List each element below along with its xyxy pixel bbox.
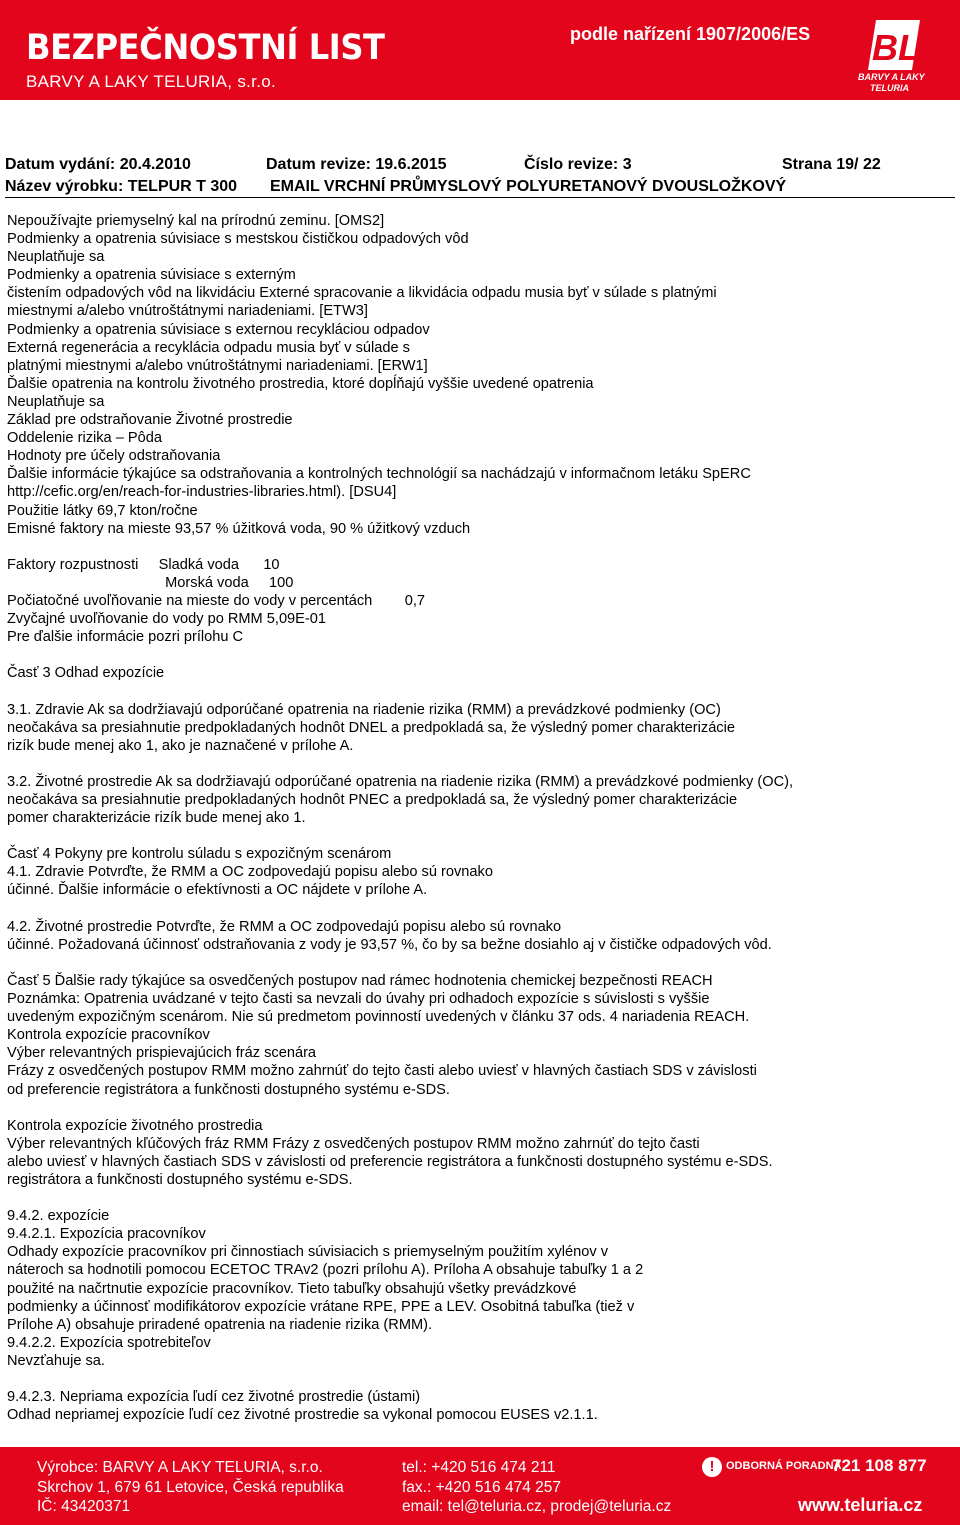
text-line: Poznámka: Opatrenia uvádzané v tejto časti sa nevzali do úvahy pri odhadoch expozície s súvislosti s vyššie [7,991,710,1008]
text-line: Neuplatňuje sa [7,249,105,266]
blank-line [7,900,955,918]
text-line: náteroch sa hodnotili pomocou ECETOC TRAv2 (pozri prílohu A). Príloha A obsahuje tabuľky 1 a 2 [7,1262,644,1279]
text-line: Ďalšie opatrenia na kontrolu životného prostredia, ktoré dopĺňajú vyššie uvedené opatrenia [7,375,594,392]
text-line: 9.4.2.2. Expozícia spotrebiteľov [7,1334,211,1351]
document-meta [0,100,960,200]
text-line: Zvyčajné uvoľňovanie do vody po RMM 5,09E-01 [7,611,327,628]
product-name: Název výrobku: TELPUR T 300 [5,178,238,195]
footer-address: Skrchov 1, 679 61 Letovice, Česká republika [37,1479,344,1496]
footer-ico: IČ: 43420371 [37,1498,131,1515]
text-line: miestnymi a/alebo vnútroštátnymi nariadeniami. [ETW3] [7,303,368,320]
text-line: Podmienky a opatrenia súvisiace s mestskou čističkou odpadových vôd [7,231,469,248]
text-line: Prílohe A) obsahuje priradené opatrenia na riadenie rizika (RMM). [7,1316,433,1333]
text-line: od preferencie registrátora a funkčnosti dostupného systému e-SDS. [7,1081,450,1098]
svg-text:BL: BL [872,27,920,68]
text-line: Oddelenie rizika – Pôda [7,430,162,447]
text-line: Podmienky a opatrenia súvisiace s externou recykláciou odpadov [7,321,430,338]
text-line: platnými miestnymi a/alebo vnútroštátnymi nariadeniami. [ERW1] [7,357,428,374]
text-line: účinné. Požadovaná účinnosť odstraňovania z vody je 93,57 %, čo by sa bežne dosiahlo aj v čističke odpadových vôd. [7,936,772,953]
page-number: Strana 19/ 22 [782,156,881,173]
text-line: Časť 4 Pokyny pre kontrolu súladu s expozičným scenárom [7,846,392,863]
text-line: Nepoužívajte priemyselný kal na prírodnú zeminu. [OMS2] [7,213,385,229]
footer-fax: fax.: +420 516 474 257 [402,1479,562,1496]
text-line: Časť 3 Odhad expozície [7,665,165,682]
page-footer [0,1447,960,1525]
text-line: 3.2. Životné prostredie Ak sa dodržiavajú odporúčané opatrenia na riadenie rizika (RMM) a prevádzkové podmienky (OC), [7,773,794,790]
footer-tel: tel.: +420 516 474 211 [402,1459,556,1476]
advisory-label: ODBORNÁ PORADNA [726,1460,842,1472]
text-line: pomer charakterizácie rizík bude menej ako 1. [7,810,306,827]
phone-icon: ! [702,1457,722,1477]
company-logo [850,14,945,94]
text-line: 9.4.2. expozície [7,1208,110,1225]
blank-line [7,1189,955,1207]
footer-maker: Výrobce: BARVY A LAKY TELURIA, s.r.o. [37,1459,323,1476]
blank-line [7,646,955,664]
text-line: neočakáva sa presiahnutie predpokladaných hodnôt PNEC a predpokladá sa, že výsledný pomer charakterizácie [7,792,738,808]
text-line: Odhady expozície pracovníkov pri činnostiach súvisiacich s priemyselným použitím xylénov v [7,1244,609,1261]
blank-line [7,827,955,845]
document-title: BEZPEČNOSTNÍ LIST [26,28,385,68]
text-line: rizík bude menej ako 1, ako je naznačené v prílohe A. [7,737,354,754]
text-line: Nevzťahuje sa. [7,1352,105,1369]
text-line: Časť 5 Ďalšie rady týkajúce sa osvedčených postupov nad rámec hodnotenia chemickej bezpečnosti REACH [7,972,713,989]
text-line: Ďalšie informácie týkajúce sa odstraňovania a kontrolných technológií sa nachádzajú v informačnom letáku SpERC [7,466,751,483]
blank-line [7,1099,955,1117]
meta-divider [5,197,955,198]
blank-line [7,682,955,700]
text-line: Kontrola expozície pracovníkov [7,1027,210,1044]
text-line: Faktory rozpustnosti Sladká voda 10 [7,556,280,573]
text-line: 9.4.2.1. Expozícia pracovníkov [7,1226,206,1243]
text-line: Emisné faktory na mieste 93,57 % úžitková voda, 90 % úžitkový vzduch [7,520,471,537]
blank-line [7,1370,955,1388]
revision-number: Číslo revize: 3 [524,156,632,173]
blank-line [7,954,955,972]
text-line: Základ pre odstraňovanie Životné prostredie [7,412,293,429]
text-line: 4.1. Zdravie Potvrďte, že RMM a OC zodpovedajú popisu alebo sú rovnako [7,864,493,881]
company-name: BARVY A LAKY TELURIA, s.r.o. [26,72,276,91]
text-line: Odhad nepriamej expozície ľudí cez životné prostredie sa vykonal pomocou EUSES v2.1.1. [7,1407,598,1424]
advisory-line [702,1457,942,1481]
text-line: uvedeným expozičným scenárom. Nie sú predmetom povinností uvedených v článku 37 ods. 4 nariadenia REACH. [7,1009,750,1026]
page-header [0,0,960,100]
text-line: Morská voda 100 [7,574,294,591]
product-description: EMAIL VRCHNÍ PRŮMYSLOVÝ POLYURETANOVÝ DVOUSLOŽKOVÝ [270,178,787,195]
blank-line [7,538,955,556]
text-line: neočakáva sa presiahnutie predpokladaných hodnôt DNEL a predpokladá sa, že výsledný pomer charakterizácie [7,719,735,736]
footer-website: www.teluria.cz [798,1495,923,1515]
text-line: 3.1. Zdravie Ak sa dodržiavajú odporúčané opatrenia na riadenie rizika (RMM) a prevádzkové podmienky (OC) [7,701,721,718]
text-line: Kontrola expozície životného prostredia [7,1117,263,1134]
text-line: Výber relevantných prispievajúcich fráz scenára [7,1045,317,1062]
text-line: 9.4.2.3. Nepriama expozícia ľudí cez životné prostredie (ústami) [7,1389,421,1406]
text-line: použité na načrtnutie expozície pracovníkov. Tieto tabuľky obsahujú všetky prevádzkové [7,1280,577,1297]
logo-text-line1: BARVY A LAKY [858,72,925,82]
text-line: 4.2. Životné prostredie Potvrďte, že RMM a OC zodpovedajú popisu alebo sú rovnako [7,918,562,935]
text-line: alebo uviesť v hlavných častiach SDS v závislosti od preferencie registrátora a funkčnosti dostupného systému e-SDS. [7,1153,773,1170]
text-line: Použitie látky 69,7 kton/ročne [7,502,198,519]
text-line: Pre ďalšie informácie pozri prílohu C [7,629,244,646]
text-line: Počiatočné uvoľňovanie na mieste do vody v percentách 0,7 [7,592,425,609]
advisory-number: 721 108 877 [832,1456,927,1475]
text-line: Výber relevantných kľúčových fráz RMM Frázy z osvedčených postupov RMM možno zahrnúť do tejto časti [7,1135,700,1152]
text-line: registrátora a funkčnosti dostupného systému e-SDS. [7,1171,353,1188]
text-line: http://cefic.org/en/reach-for-industries-libraries.html). [DSU4] [7,484,397,501]
logo-text-line2: TELURIA [870,83,909,93]
document-body [7,212,955,1424]
issue-date: Datum vydání: 20.4.2010 [5,156,191,173]
text-line: Neuplatňuje sa [7,393,105,410]
regulation-note: podle nařízení 1907/2006/ES [570,24,811,44]
text-line: Frázy z osvedčených postupov RMM možno zahrnúť do tejto časti alebo uviesť v hlavných častiach SDS v závislosti [7,1063,757,1080]
footer-email: email: tel@teluria.cz, prodej@teluria.cz [402,1498,672,1515]
text-line: účinné. Ďalšie informácie o efektívnosti a OC nájdete v prílohe A. [7,882,428,899]
revision-date: Datum revize: 19.6.2015 [266,156,447,173]
blank-line [7,755,955,773]
text-line: Podmienky a opatrenia súvisiace s externým [7,267,296,284]
text-line: podmienky a účinnosť modifikátorov expozície vrátane RPE, PPE a LEV. Osobitná tabuľka (tiež v [7,1298,635,1315]
text-line: Hodnoty pre účely odstraňovania [7,448,221,465]
text-line: čistením odpadových vôd na likvidáciu Externé spracovanie a likvidácia odpadu musia byť v súlade s platnými [7,285,717,302]
text-line: Externá regenerácia a recyklácia odpadu musia byť v súlade s [7,339,410,356]
